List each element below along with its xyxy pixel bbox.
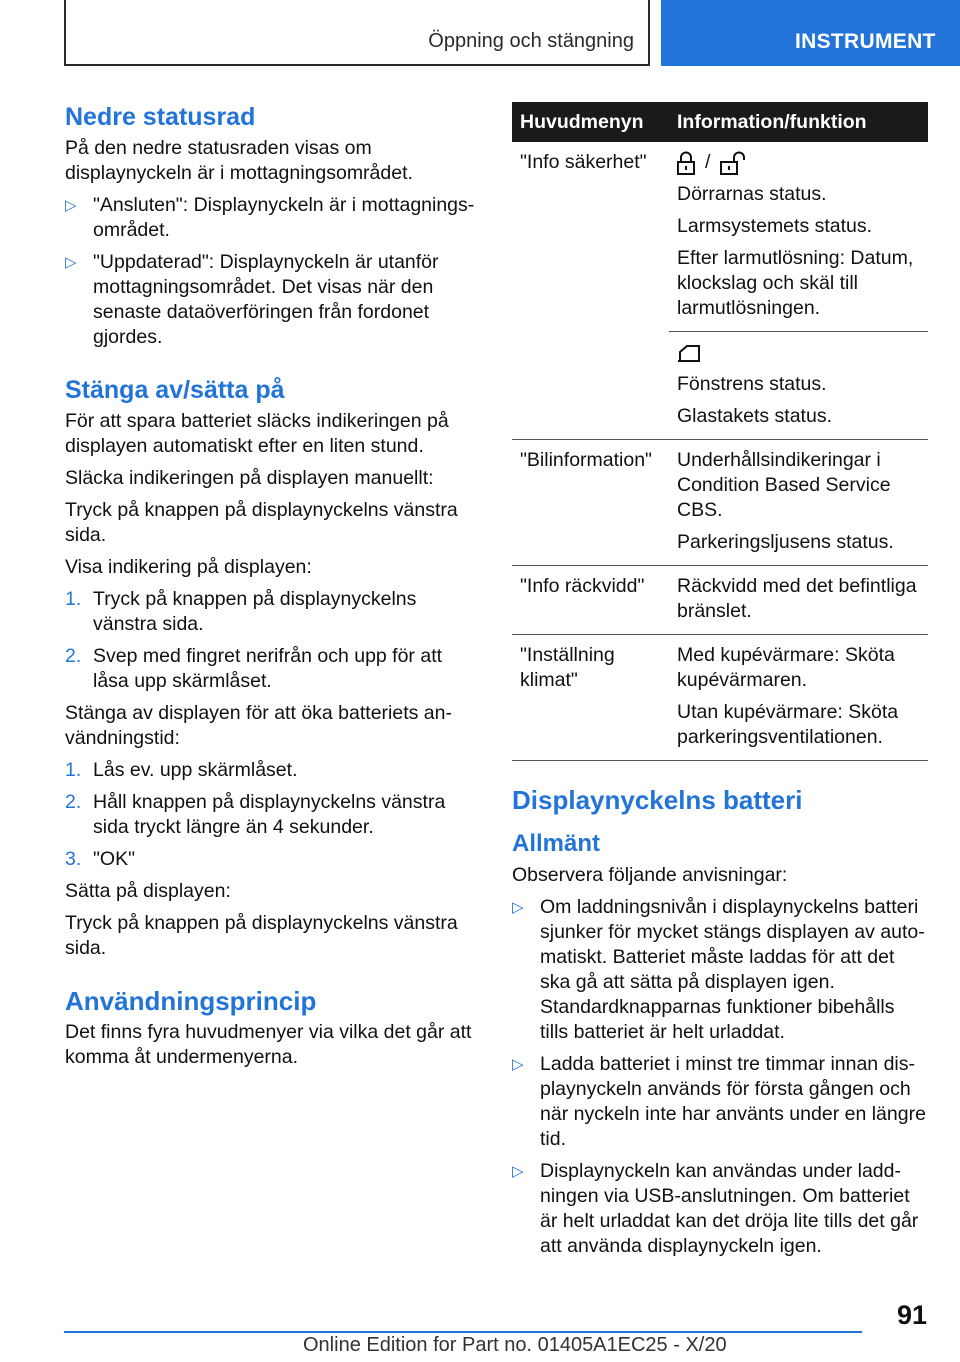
chapter-title: Öppning och stängning xyxy=(428,30,634,52)
list-item: ▷ Ladda batteriet i minst tre timmar innan displaynyckeln används för första gången och när nyckeln inte har använts under en längre tid. xyxy=(512,1053,926,1150)
paragraph: Observera följande anvisningar: xyxy=(512,864,788,886)
table-cell-menu: "Bilinformation" xyxy=(512,440,669,566)
list-item: ▷ "Ansluten": Displaynyckeln är i mottagningsområdet. xyxy=(65,194,475,241)
list-item: ▷ Om laddningsnivån i displaynyckelns batteri sjunker för mycket stängs displayen av automatiskt. Batteriet måste laddas för att det ska gå att sätta på displayen igen. Standardknapparnas funktioner bibehålls tills batteriet är helt urladdat. xyxy=(512,896,925,1043)
triangle-bullet-icon: ▷ xyxy=(512,899,524,916)
table-row xyxy=(512,635,928,761)
paragraph: På den nedre statusraden visas om displaynyckeln är i mottagningsområdet. xyxy=(65,137,413,184)
section-title: INSTRUMENT xyxy=(795,30,936,53)
table-cell-info: Fönstrens status. Glastakets status. xyxy=(669,332,928,440)
list-item: 1. Lås ev. upp skärmlåset. xyxy=(65,759,298,781)
footer-divider xyxy=(64,1331,862,1333)
numbered-list xyxy=(65,758,477,872)
paragraph: Det finns fyra huvudmenyer via vilka det går att komma åt undermenyerna. xyxy=(65,1021,472,1068)
table-header-row xyxy=(512,102,928,142)
heading-allmant: Allmänt xyxy=(512,830,601,857)
paragraph: Tryck på knappen på displaynyckelns vänstra sida. xyxy=(65,499,458,546)
footer-edition: Online Edition for Part no. 01405A1EC25 - X/20 xyxy=(303,1334,727,1356)
car-window-icon xyxy=(677,343,701,363)
table-cell-info: / Dörrarnas status. Larmsystemets status. Efter larmutlösning: Datum, klockslag och skäl till larmutlösningen. xyxy=(669,142,928,332)
list-item: 2. Svep med fingret nerifrån och upp för att låsa upp skärmlåset. xyxy=(65,645,443,692)
table-row xyxy=(512,566,928,635)
heading-anvandningsprincip: Användningsprincip xyxy=(65,986,317,1016)
triangle-bullet-icon: ▷ xyxy=(65,254,77,271)
list-item: ▷ Displaynyckeln kan användas under laddningen via USB-anslutningen. Om batteriet är helt urladdat kan det dröja lite tills det går att använda displaynyckeln igen. xyxy=(512,1160,919,1257)
paragraph: Släcka indikeringen på displayen manuellt: xyxy=(65,467,434,489)
triangle-bullet-icon: ▷ xyxy=(512,1163,524,1180)
heading-nedre-statusrad: Nedre statusrad xyxy=(65,103,256,131)
section-tab xyxy=(661,0,960,66)
heading-displaynyckelns-batteri: Displaynyckelns batteri xyxy=(512,785,803,815)
left-column xyxy=(65,102,477,1077)
table-row xyxy=(512,142,928,332)
table-cell-info: Underhållsindikeringar i Condition Based Service CBS. Parkeringsljusens status. xyxy=(669,440,928,566)
paragraph: Sätta på displayen: xyxy=(65,880,231,902)
triangle-bullet-icon: ▷ xyxy=(512,1056,524,1073)
paragraph: Tryck på knappen på displaynyckelns vänstra sida. xyxy=(65,912,458,959)
column-header: Huvudmenyn xyxy=(512,102,669,142)
right-column xyxy=(512,102,928,1266)
bullet-list xyxy=(65,193,477,350)
table-cell-info: Räckvidd med det befintliga bränslet. xyxy=(669,566,928,635)
column-header: Information/funktion xyxy=(669,102,928,142)
triangle-bullet-icon: ▷ xyxy=(65,197,77,214)
chapter-tab xyxy=(64,0,650,66)
paragraph: Visa indikering på displayen: xyxy=(65,556,312,578)
icon-separator: / xyxy=(705,151,711,173)
menu-table xyxy=(512,102,928,761)
list-item: 3. "OK" xyxy=(65,848,136,870)
paragraph: För att spara batteriet släcks indikeringen på displayen automatiskt efter en liten stund. xyxy=(65,410,449,457)
list-item: 2. Håll knappen på displaynyckelns vänstra sida tryckt längre än 4 sekunder. xyxy=(65,791,446,838)
heading-stanga-av: Stänga av/sätta på xyxy=(65,376,285,404)
paragraph: Stänga av displayen för att öka batteriets användningstid: xyxy=(65,702,452,749)
numbered-list xyxy=(65,587,477,694)
table-cell-menu: "Info säkerhet" xyxy=(512,142,669,440)
table-cell-info: Med kupévärmare: Sköta kupévärmaren. Utan kupévärmare: Sköta parkeringsventilationen. xyxy=(669,635,928,761)
list-item: ▷ "Uppdaterad": Displaynyckeln är utanför mottagningsområdet. Det visas när den senaste dataöverföringen från fordonet gjordes. xyxy=(65,251,439,348)
table-row xyxy=(512,440,928,566)
bullet-list xyxy=(512,895,928,1259)
lock-closed-icon xyxy=(677,151,695,175)
table-cell-menu: "Inställning klimat" xyxy=(512,635,669,761)
list-item: 1. Tryck på knappen på displaynyckelns vänstra sida. xyxy=(65,588,417,635)
lock-icons xyxy=(677,150,920,175)
table-cell-menu: "Info räckvidd" xyxy=(512,566,669,635)
window-icon-wrap xyxy=(677,340,920,365)
lock-open-icon xyxy=(720,151,748,175)
page-number: 91 xyxy=(897,1300,928,1330)
